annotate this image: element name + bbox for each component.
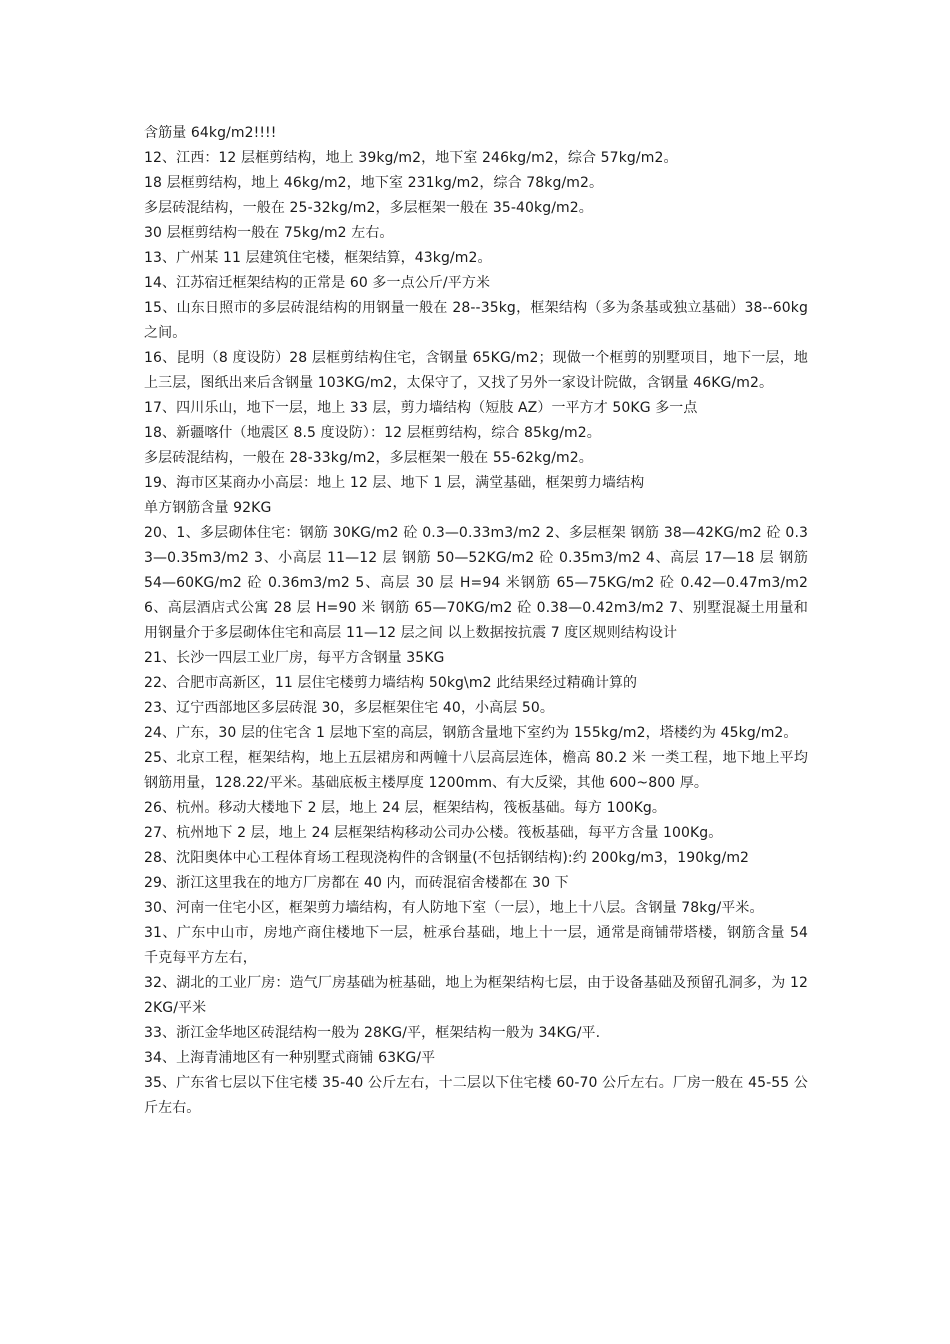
paragraph: 29、浙江这里我在的地方厂房都在 40 内，而砖混宿舍楼都在 30 下 [144,875,569,891]
document-body [144,121,808,1121]
paragraph: 27、杭州地下 2 层，地上 24 层框架结构移动公司办公楼。筏板基础，每平方含量 100Kg。 [144,825,723,841]
paragraph: 19、海市区某商办小高层：地上 12 层、地下 1 层，满堂基础，框架剪力墙结构 [144,475,645,491]
paragraph: 12、江西：12 层框剪结构，地上 39kg/m2，地下室 246kg/m2，综合 57kg/m2。 [144,150,678,166]
paragraph: 34、上海青浦地区有一种别墅式商铺 63KG/平 [144,1050,436,1066]
paragraph: 25、北京工程，框架结构，地上五层裙房和两幢十八层高层连体，檐高 80.2 米 一类工程，地下地上平均钢筋用量，128.22/平米。基础底板主楼厚度 1200mm、有大反梁，其他 600~800 厚。 [144,750,808,791]
paragraph: 14、江苏宿迁框架结构的正常是 60 多一点公斤/平方米 [144,275,491,291]
paragraph: 23、辽宁西部地区多层砖混 30，多层框架住宅 40，小高层 50。 [144,700,555,716]
paragraph: 33、浙江金华地区砖混结构一般为 28KG/平，框架结构一般为 34KG/平. [144,1025,601,1041]
paragraph: 13、广州某 11 层建筑住宅楼，框架结算，43kg/m2。 [144,250,492,266]
paragraph: 多层砖混结构，一般在 25-32kg/m2，多层框架一般在 35-40kg/m2。 [144,200,593,216]
paragraph: 22、合肥市高新区，11 层住宅楼剪力墙结构 50kg\m2 此结果经过精确计算的 [144,675,638,691]
paragraph: 多层砖混结构，一般在 28-33kg/m2，多层框架一般在 55-62kg/m2。 [144,450,593,466]
paragraph: 含筋量 64kg/m2!!!! [144,125,277,141]
paragraph: 28、沈阳奥体中心工程体育场工程现浇构件的含钢量(不包括钢结构):约 200kg/m3，190kg/m2 [144,850,750,866]
paragraph: 32、湖北的工业厂房：造气厂房基础为桩基础，地上为框架结构七层，由于设备基础及预留孔洞多，为 122KG/平米 [144,975,808,1016]
paragraph: 15、山东日照市的多层砖混结构的用钢量一般在 28--35kg，框架结构（多为条基或独立基础）38--60kg 之间。 [144,300,808,341]
paragraph: 21、长沙一四层工业厂房，每平方含钢量 35KG [144,650,445,666]
paragraph: 24、广东，30 层的住宅含 1 层地下室的高层，钢筋含量地下室约为 155kg/m2，塔楼约为 45kg/m2。 [144,725,798,741]
paragraph: 30、河南一住宅小区，框架剪力墙结构，有人防地下室（一层），地上十八层。含钢量 78kg/平米。 [144,900,764,916]
paragraph: 18、新疆喀什（地震区 8.5 度设防）：12 层框剪结构，综合 85kg/m2。 [144,425,601,441]
paragraph: 单方钢筋含量 92KG [144,500,272,516]
paragraph: 20、1、多层砌体住宅：钢筋 30KG/m2 砼 0.3—0.33m3/m2 2、多层框架 钢筋 38—42KG/m2 砼 0.33—0.35m3/m2 3、小高层 11—12 层 钢筋 50—52KG/m2 砼 0.35m3/m2 4、高层 17—18 层 钢筋 54—60KG/m2 砼 0.36m3/m2 5、高层 30 层 H=94 米钢筋 65—75KG/m2 砼 0.42—0.47m3/m2 6、高层酒店式公寓 28 层 H=90 米 钢筋 65—70KG/m2 砼 0.38—0.42m3/m2 7、别墅混凝土用量和用钢量介于多层砌体住宅和高层 11—12 层之间 以上数据按抗震 7 度区规则结构设计 [144,525,808,641]
paragraph: 31、广东中山市，房地产商住楼地下一层，桩承台基础，地上十一层，通常是商铺带塔楼，钢筋含量 54 千克每平方左右， [144,925,808,966]
paragraph: 16、昆明（8 度设防）28 层框剪结构住宅，含钢量 65KG/m2；现做一个框剪的别墅项目，地下一层，地上三层，图纸出来后含钢量 103KG/m2，太保守了，又找了另外一家设计院做，含钢量 46KG/m2。 [144,350,808,391]
paragraph: 17、四川乐山，地下一层，地上 33 层，剪力墙结构（短肢 AZ）一平方才 50KG 多一点 [144,400,698,416]
paragraph: 30 层框剪结构一般在 75kg/m2 左右。 [144,225,394,241]
paragraph: 35、广东省七层以下住宅楼 35-40 公斤左右，十二层以下住宅楼 60-70 公斤左右。厂房一般在 45-55 公斤左右。 [144,1075,808,1116]
paragraph: 18 层框剪结构，地上 46kg/m2，地下室 231kg/m2，综合 78kg/m2。 [144,175,604,191]
paragraph: 26、杭州。移动大楼地下 2 层，地上 24 层，框架结构，筏板基础。每方 100Kg。 [144,800,666,816]
